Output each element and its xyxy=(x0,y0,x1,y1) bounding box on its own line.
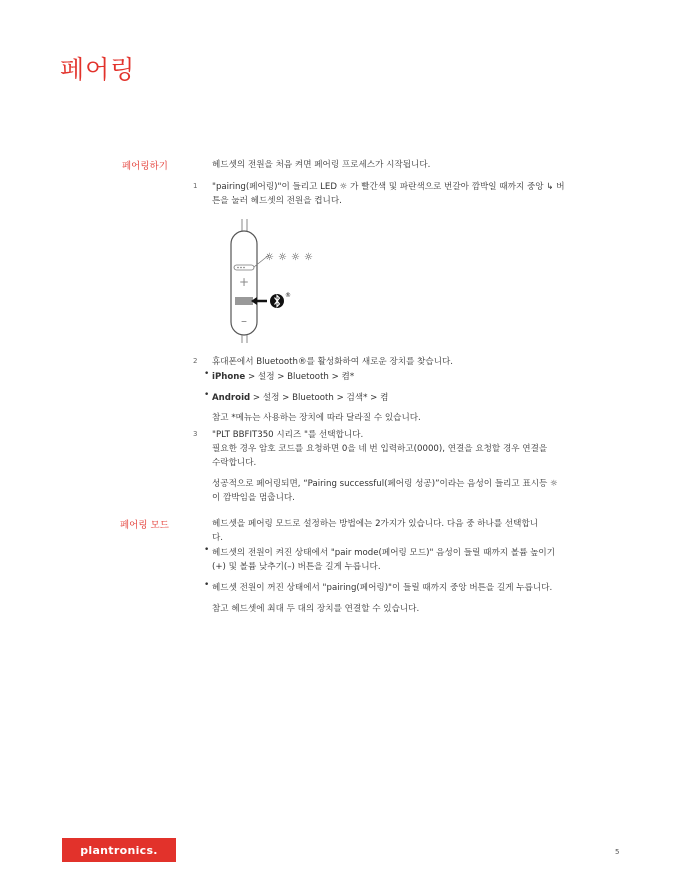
on-label: 켬 xyxy=(380,393,389,403)
svg-text:®: ® xyxy=(285,292,291,299)
step-3-line-1: "PLT BBFIT350 시리즈 "를 선택합니다. xyxy=(212,430,364,440)
svg-text:☼: ☼ xyxy=(265,252,274,263)
section-heading-pairing: 페어링하기 xyxy=(122,161,168,172)
step-3-line-2: 필요한 경우 암호 코드를 요청하면 0을 네 번 입력하고(0000), 연결을 요청할 경우 연결을 xyxy=(212,444,548,454)
bullet-marker: • xyxy=(204,545,210,555)
step-3-text xyxy=(212,428,620,470)
pairing-success-text xyxy=(212,477,620,505)
separator: > xyxy=(250,393,263,403)
pairing-mode-note: 참고 헤드셋에 최대 두 대의 장치를 연결할 수 있습니다. xyxy=(212,604,420,614)
bullet-marker: • xyxy=(204,369,210,379)
on-label: 켬* xyxy=(341,372,355,382)
iphone-instruction xyxy=(212,370,620,384)
step-2-note: 참고 *메뉴는 사용하는 장치에 따라 달라질 수 있습니다. xyxy=(212,413,421,423)
volume-up-icon: + xyxy=(238,275,250,289)
svg-text:☼: ☼ xyxy=(278,252,287,263)
iphone-label: iPhone xyxy=(212,372,246,382)
headset-controller-illustration xyxy=(225,215,335,345)
separator: > xyxy=(245,372,258,382)
separator: > xyxy=(367,393,381,403)
bullet-marker: • xyxy=(204,390,210,400)
step-2-text: 휴대폰에서 Bluetooth®를 활성화하여 새로운 장치를 찾습니다. xyxy=(212,357,454,367)
android-instruction xyxy=(212,391,620,405)
pairing-mode-intro xyxy=(212,517,620,545)
step-number-1: 1 xyxy=(193,182,198,190)
bullet-marker: • xyxy=(204,580,210,590)
led-flash-icon xyxy=(265,252,313,263)
step-number-2: 2 xyxy=(193,357,198,365)
pairing-mode-option-1 xyxy=(212,546,620,574)
settings-label: 설정 xyxy=(257,372,275,382)
mode-intro-line-1: 헤드셋을 페어링 모드로 설정하는 방법에는 2가지가 있습니다. 다음 중 하나를 선택합니 xyxy=(212,519,539,529)
volume-down-icon: – xyxy=(241,314,247,328)
search-label: 검색* xyxy=(346,393,368,403)
separator: > Bluetooth > xyxy=(274,372,342,382)
pairing-mode-option-2: 헤드셋 전원이 꺼진 상태에서 "pairing(페어링)"이 들릴 때까지 중앙 버튼을 길게 누릅니다. xyxy=(212,583,553,593)
step-number-3: 3 xyxy=(193,430,198,438)
svg-text:☼: ☼ xyxy=(291,252,300,263)
success-line-1: 성공적으로 페어링되면, “Pairing successful(페어링 성공)”이라는 음성이 들리고 표시등 ☼ xyxy=(212,479,558,489)
page-number: 5 xyxy=(615,848,620,856)
page-title: 페어링 xyxy=(60,55,136,84)
svg-text:☼: ☼ xyxy=(304,252,313,263)
plantronics-logo: plantronics. xyxy=(62,838,176,862)
center-button xyxy=(235,297,253,305)
android-label: Android xyxy=(212,393,251,403)
step-1-text xyxy=(212,180,620,208)
settings-label: 설정 xyxy=(262,393,280,403)
mode-intro-line-2: 다. xyxy=(212,533,224,543)
section-heading-pairing-mode: 페어링 모드 xyxy=(120,520,169,531)
step-1-line-2: 튼을 눌러 헤드셋의 전원을 켭니다. xyxy=(212,196,342,206)
separator: > Bluetooth > xyxy=(279,393,347,403)
option-1-line-2: (+) 및 볼륨 낮추기(–) 버튼을 길게 누릅니다. xyxy=(212,562,381,572)
pairing-intro: 헤드셋의 전원을 처음 켜면 페어링 프로세스가 시작됩니다. xyxy=(212,160,431,170)
success-line-2: 이 깜박임을 멈춥니다. xyxy=(212,493,295,503)
step-1-line-1: "pairing(페어링)"이 들리고 LED ☼ 가 빨간색 및 파란색으로 번갈아 깜박일 때까지 중앙 ↳ 버 xyxy=(212,182,565,192)
option-1-line-1: 헤드셋의 전원이 켜진 상태에서 "pair mode(페어링 모드)" 음성이 들릴 때까지 볼륨 높이기 xyxy=(212,548,556,558)
step-3-line-3: 수락합니다. xyxy=(212,458,257,468)
